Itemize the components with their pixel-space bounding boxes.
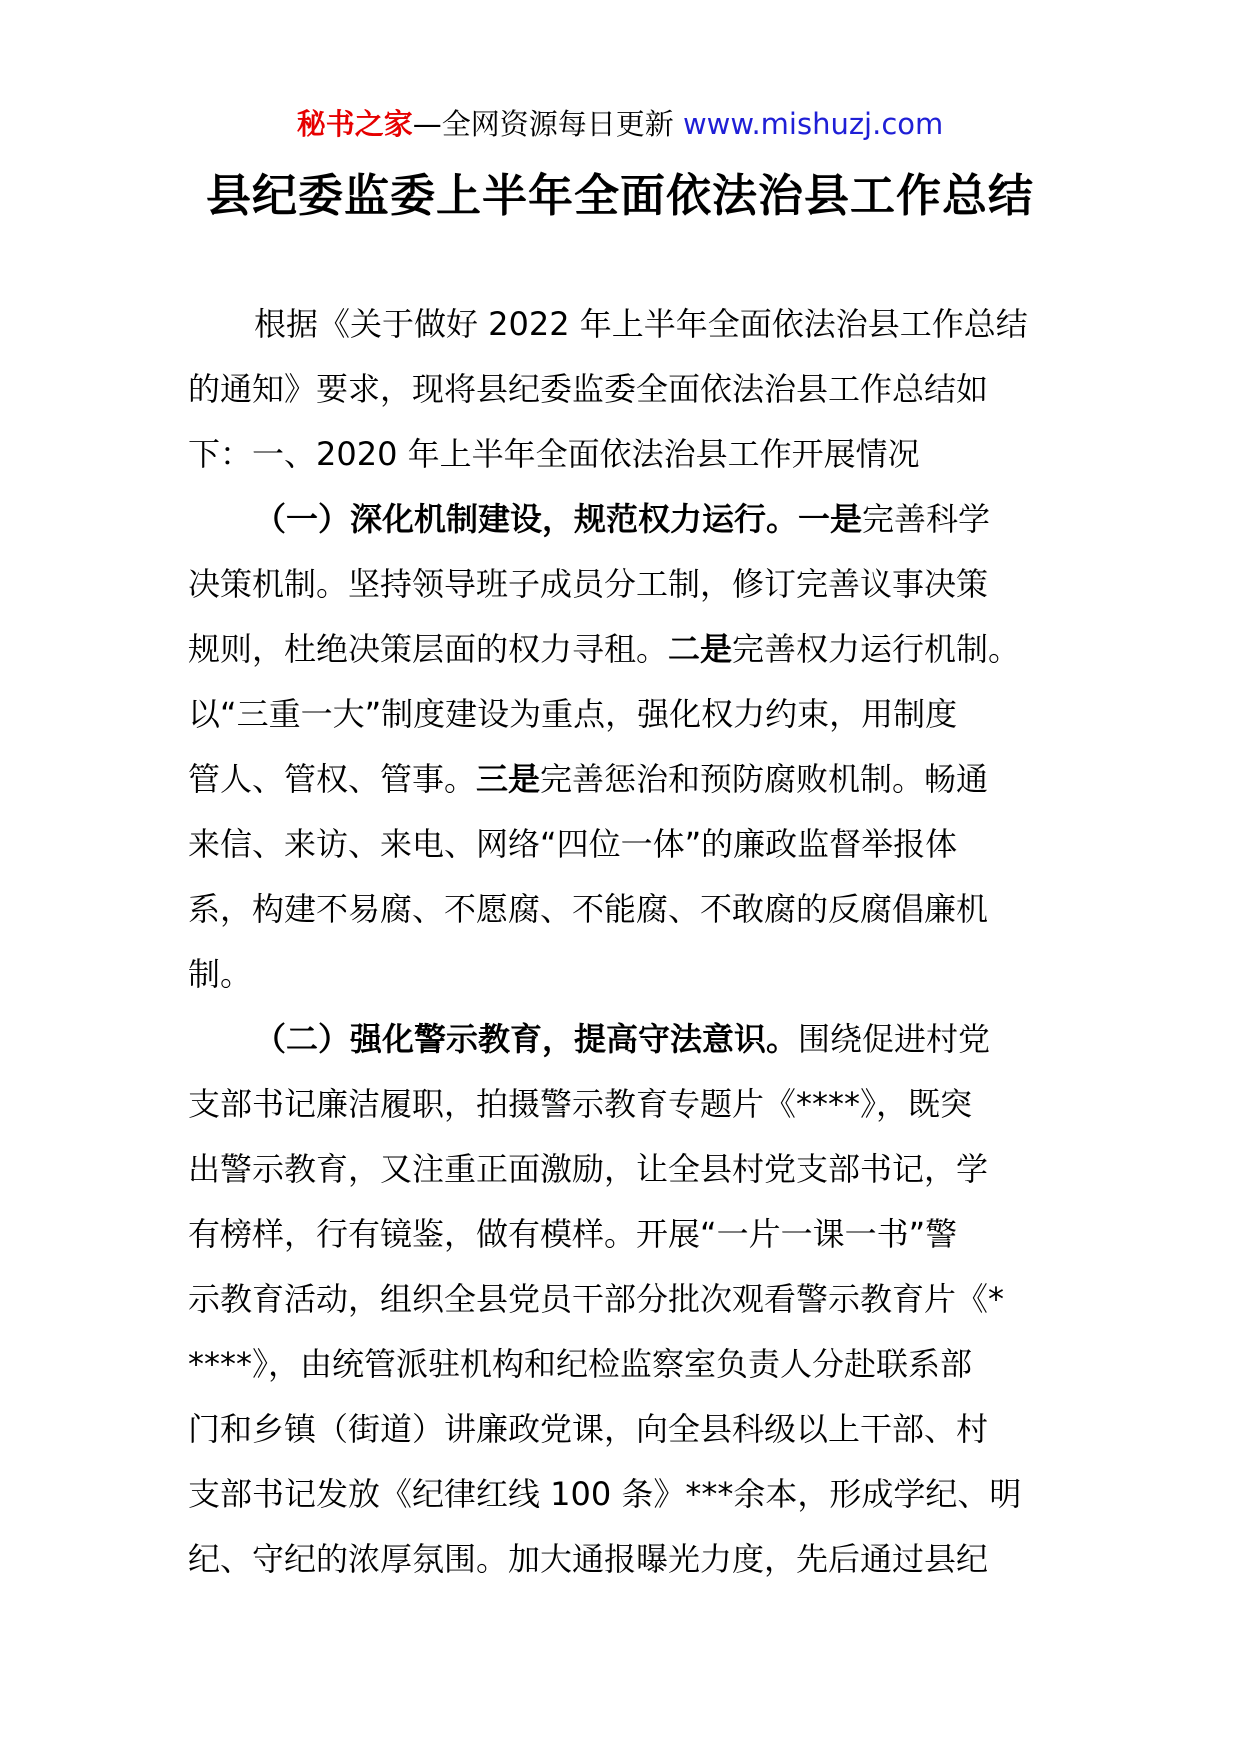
document-title: 县纪委监委上半年全面依法治县工作总结 <box>205 169 1034 222</box>
section-2-line: 门和乡镇（街道）讲廉政党课，向全县科级以上干部、村 <box>188 1410 989 1448</box>
section-2-line: 纪、守纪的浓厚氛围。加大通报曝光力度，先后通过县纪 <box>188 1540 989 1578</box>
document-body <box>188 292 1068 1592</box>
section-2-line: 支部书记廉洁履职，拍摄警示教育专题片《****》，既突 <box>188 1085 973 1123</box>
site-tagline: —全网资源每日更新 <box>412 107 674 141</box>
section-1-heading: （一）深化机制建设，规范权力运行。 <box>254 500 799 538</box>
section-2-text: 围绕促进村党 <box>798 1020 991 1058</box>
section-2-line: ****》，由统管派驻机构和纪检监察室负责人分赴联系部 <box>188 1345 973 1383</box>
section-1-line <box>188 747 1068 812</box>
section-1-paragraph <box>188 487 1068 1007</box>
section-2-line: 出警示教育，又注重正面激励，让全县村党支部书记，学 <box>188 1150 989 1188</box>
section-2-line: 支部书记发放《纪律红线 100 条》***余本，形成学纪、明 <box>188 1475 1022 1513</box>
section-2-line: 有榜样，行有镜鉴，做有模样。开展“一片一课一书”警 <box>188 1215 958 1253</box>
intro-line: 根据《关于做好 2022 年上半年全面依法治县工作总结 <box>254 305 1028 343</box>
section-1-line: 以“三重一大”制度建设为重点，强化权力约束，用制度 <box>188 695 958 733</box>
section-1-line <box>188 617 1068 682</box>
intro-line: 下：一、2020 年上半年全面依法治县工作开展情况 <box>188 435 920 473</box>
intro-paragraph <box>188 292 1068 357</box>
intro-continuation <box>188 357 1068 487</box>
brand-name: 秘书之家 <box>296 107 413 141</box>
site-url-link[interactable]: www.mishuzj.com <box>682 107 944 141</box>
section-2-heading: （二）强化警示教育，提高守法意识。 <box>254 1020 799 1058</box>
section-1-line: 来信、来访、来电、网络“四位一体”的廉政监督举报体 <box>188 825 958 863</box>
section-1-text: 完善科学 <box>862 500 991 538</box>
section-1-first-line <box>188 487 1068 552</box>
section-2-line: 示教育活动，组织全县党员干部分批次观看警示教育片《* <box>188 1280 1005 1318</box>
point-one-label: 一是 <box>798 500 863 538</box>
intro-line: 的通知》要求，现将县纪委监委全面依法治县工作总结如 <box>188 370 989 408</box>
section-1-line: 制。 <box>188 955 253 993</box>
section-1-text: 完善权力运行机制。 <box>732 630 1021 668</box>
section-1-text: 完善惩治和预防腐败机制。畅通 <box>540 760 989 798</box>
point-two-label: 二是 <box>668 630 733 668</box>
section-1-line: 决策机制。坚持领导班子成员分工制，修订完善议事决策 <box>188 565 989 603</box>
section-1-text: 规则，杜绝决策层面的权力寻租。 <box>188 630 669 668</box>
section-2-paragraph <box>188 1007 1068 1592</box>
site-header <box>0 104 1240 144</box>
point-three-label: 三是 <box>476 760 541 798</box>
section-1-line: 系，构建不易腐、不愿腐、不能腐、不敢腐的反腐倡廉机 <box>188 890 989 928</box>
section-1-text: 管人、管权、管事。 <box>188 760 477 798</box>
section-2-first-line <box>188 1007 1068 1072</box>
